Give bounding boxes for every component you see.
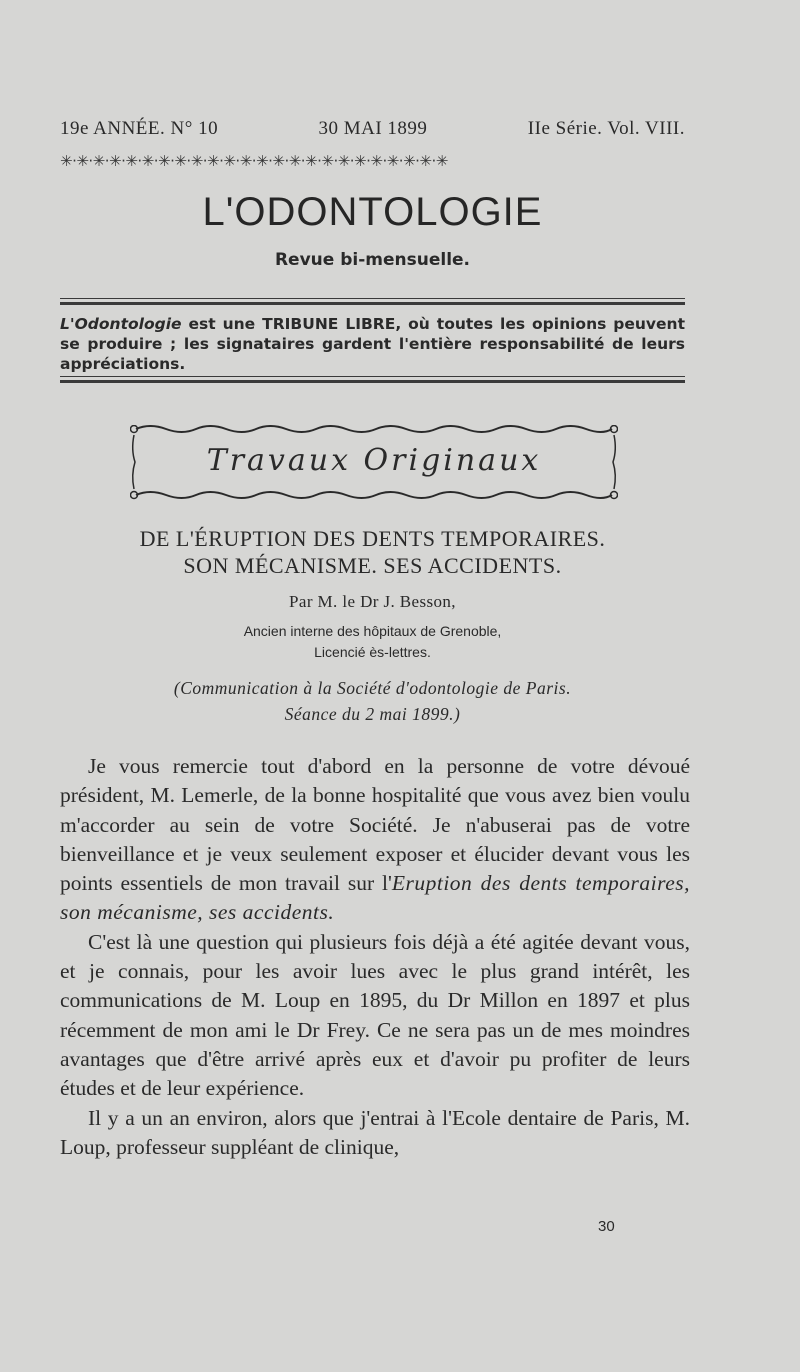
article-title-line: DE L'ÉRUPTION DES DENTS TEMPORAIRES. — [139, 526, 606, 551]
rule-divider — [60, 376, 685, 377]
affiliation-line: Ancien interne des hôpitaux de Grenoble, — [243, 623, 502, 639]
communication-line: (Communication à la Société d'odontologie de Paris. — [173, 678, 572, 698]
author-affiliation — [0, 621, 745, 663]
section-banner — [130, 425, 618, 500]
issue-series: IIe Série. Vol. VIII. — [527, 118, 685, 139]
tribune-text: est une TRIBUNE LIBRE, où toutes les opinions peuvent se produire ; les signataires gardent l'entière responsabilité de leurs appréciations. — [60, 315, 685, 373]
italic-work-title: Eruption des dents temporaires, son mécanisme, ses accidents. — [60, 871, 690, 925]
rule-divider — [60, 298, 685, 299]
journal-subtitle: Revue bi-mensuelle. — [274, 250, 471, 270]
issue-year-number: 19e ANNÉE. N° 10 — [60, 118, 219, 139]
article-title — [0, 525, 745, 579]
affiliation-line: Licencié ès-lettres. — [314, 644, 431, 660]
issue-header — [60, 118, 685, 140]
article-title-line: SON MÉCANISME. SES ACCIDENTS. — [183, 553, 562, 578]
body-paragraph — [60, 752, 690, 928]
communication-note — [0, 675, 745, 727]
section-banner-title: Travaux Originaux — [206, 443, 542, 478]
rule-divider — [60, 302, 685, 305]
author-byline: Par M. le Dr J. Besson, — [289, 592, 456, 611]
tribune-notice — [60, 314, 685, 374]
paragraph-text: Je vous remercie tout d'abord en la personne de votre dévoué président, M. Lemerle, de la bonne hospitalité que vous avez bien voulu m'accorder au sein de votre Société. Je n'abuserai pas de votre bienveillance et je veux seulement exposer et élucider devant vous les points essentiels de mon travail sur l' — [60, 754, 690, 896]
journal-title: L'ODONTOLOGIE — [202, 190, 543, 234]
star-ornament: ✳·✳·✳·✳·✳·✳·✳·✳·✳·✳·✳·✳·✳·✳·✳·✳·✳·✳·✳·✳·✳·✳·✳·✳ — [60, 152, 448, 170]
article-body — [60, 752, 690, 1162]
body-paragraph: C'est là une question qui plusieurs fois déjà a été agitée devant vous, et je connais, pour les avoir lues avec le plus grand intérêt, les communications de M. Loup en 1895, du Dr Millon en 1897 et plus récemment de mon ami le Dr Frey. Ce ne sera pas un de mes moindres avantages que d'être arrivé après eux et d'avoir pu profiter de leurs études et de leur expérience. — [60, 929, 690, 1101]
rule-divider — [60, 380, 685, 383]
body-paragraph: Il y a un an environ, alors que j'entrai à l'Ecole dentaire de Paris, M. Loup, professeur suppléant de clinique, — [60, 1105, 690, 1159]
tribune-journal-name: L'Odontologie — [60, 315, 182, 333]
page-number: 30 — [598, 1218, 615, 1235]
communication-line: Séance du 2 mai 1899.) — [284, 704, 461, 724]
issue-date: 30 MAI 1899 — [318, 118, 428, 139]
